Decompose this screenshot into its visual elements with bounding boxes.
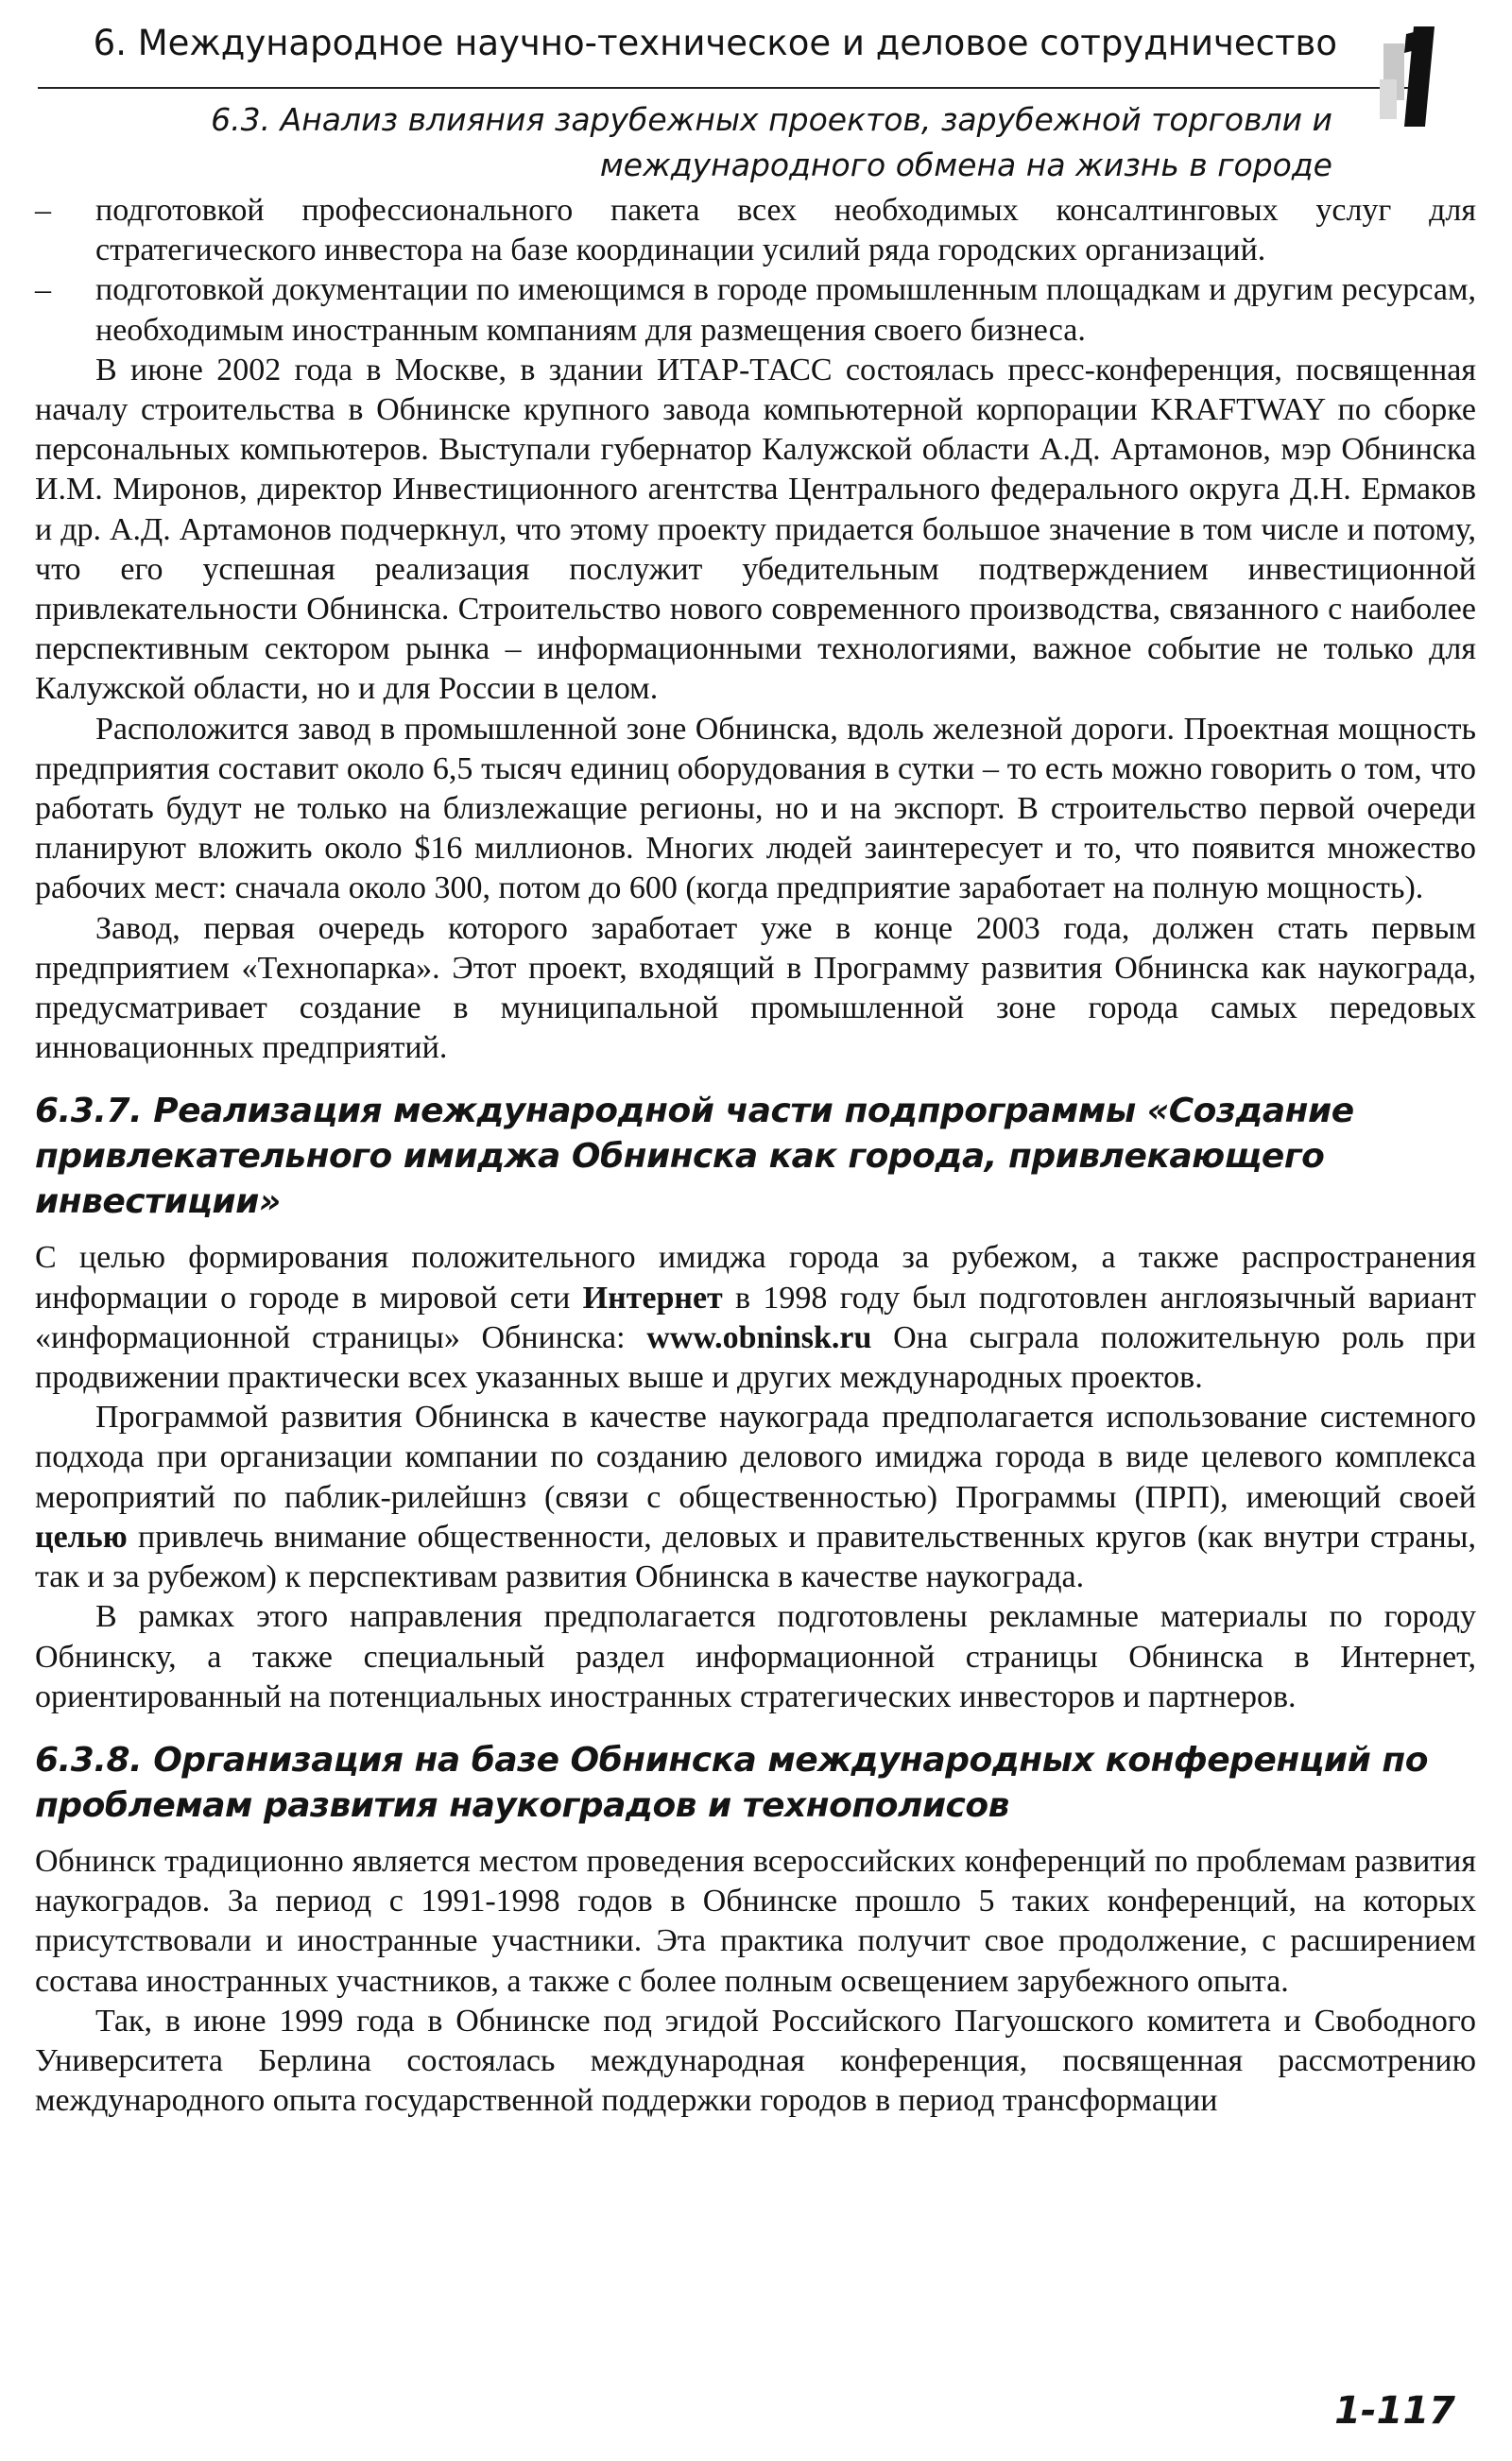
page-body [35,191,1476,2121]
paragraph: Обнинск традиционно является местом проведения всероссийских конференций по проблемам развития наукоградов. За период с 1991-1998 годов в Обнинске прошло 5 таких конференций, на которых присутствовали и иностранные участники. Эта практика получит свое продолжение, с расширением состава иностранных участников, а также с более полным освещением зарубежного опыта. [35,1843,1476,1999]
text-run: Программой развития Обнинска в качестве наукограда предполагается использование системного подхода при организации компании по созданию делового имиджа города в виде целевого комплекса мероприятий по паблик-рилейшнз (связи с общественностью) Программы (ПРП), имеющий своей [35,1400,1476,1515]
paragraph: Расположится завод в промышленной зоне Обнинска, вдоль железной дороги. Проектная мощность предприятия составит около 6,5 тысяч единиц оборудования в сутки – то есть можно говорить о том, что работать будут не только на близлежащие регионы, но и на экспорт. В строительство первой очереди планируют вложить около $16 миллионов. Многих людей заинтересует и то, что появится множество рабочих мест: сначала около 300, потом до 600 (когда предприятие заработает на полную мощность). [35,711,1476,906]
bullet-item [35,270,1476,350]
section-title [211,97,1332,188]
bullet-text: подготовкой документации по имеющимся в городе промышленным площадкам и другим ресурсам, необходимым иностранным компаниям для размещения своего бизнеса. [95,272,1476,348]
paragraph: В рамках этого направления предполагается подготовлены рекламные материалы по городу Обнинску, а также специальный раздел информационной страницы Обнинска в Интернет, ориентированный на потенциальных иностранных стратегических инвесторов и партнеров. [35,1599,1476,1714]
bold-term: Интернет [582,1280,723,1316]
paragraph: В июне 2002 года в Москве, в здании ИТАР-ТАСС состоялась пресс-конференция, посвященная началу строительства в Обнинске крупного завода компьютерной корпорации KRAFTWAY по сборке персональных компьютеров. Выступали губернатор Калужской области А.Д. Артамонов, мэр Обнинска И.М. Миронов, директор Инвестиционного агентства Центрального федерального округа Д.Н. Ермаков и др. А.Д. Артамонов подчеркнул, что этому проекту придается большое значение в том числе и потому, что его успешная реализация послужит убедительным подтверждением инвестиционной привлекательности Обнинска. Строительство нового современного производства, связанного с наиболее перспективным сектором рынка – информационными технологиями, важное событие не только для Калужской области, но и для России в целом. [35,352,1476,707]
text-run: Она сыграла положительную роль при продвижении практически всех указанных выше и других международных проектов. [35,1319,1476,1396]
paragraph: Завод, первая очередь которого заработает уже в конце 2003 года, должен стать первым предприятием «Технопарка». Этот проект, входящий в Программу развития Обнинска как наукограда, предусматривает создание в муниципальной промышленной зоне города самых передовых инновационных предприятий. [35,910,1476,1066]
section-title-line-1: 6.3. Анализ влияния зарубежных проектов, зарубежной торговли и [211,101,1332,138]
paragraph [35,1398,1476,1597]
section-heading-6-3-8: 6.3.8. Организация на базе Обнинска международных конференций по проблемам развития наукоградов и технополисов [35,1740,1428,1825]
page-number: 1-117 [1334,2389,1455,2433]
bullet-item [35,191,1476,270]
bold-term: целью [35,1519,128,1555]
bullet-dash: – [35,272,51,308]
chapter-mark-icon [1378,21,1444,132]
text-run: привлечь внимание общественности, деловых и правительственных кругов (как внутри страны, так и за рубежом) к перспективам развития Обнинска в качестве наукограда. [35,1519,1476,1595]
section-heading-6-3-7: 6.3.7. Реализация международной части подпрограммы «Создание привлекательного имиджа Обнинска как города, привлекающего инвестиции» [35,1092,1354,1222]
text-run: С целью формирования положительного имиджа города за рубежом, а также распространения информации о городе в мировой сети [35,1240,1476,1316]
paragraph: Так, в июне 1999 года в Обнинске под эгидой Российского Пагуошского комитета и Свободного Университета Берлина состоялась международная конференция, посвященная рассмотрению международного опыта государственной поддержки городов в период трансформации [35,2003,1476,2119]
text-run: в 1998 году был подготовлен англоязычный вариант «информационной страницы» Обнинска: [35,1280,1476,1355]
header-rule [38,87,1427,89]
bullet-dash: – [35,193,51,228]
bullet-text: подготовкой профессионального пакета всех необходимых консалтинговых услуг для стратегического инвестора на базе координации усилий ряда городских организаций. [95,193,1476,268]
website-url: www.obninsk.ru [646,1319,872,1355]
running-header [38,17,1493,183]
paragraph [35,1238,1476,1398]
chapter-title: 6. Международное научно-техническое и деловое сотрудничество [93,23,1337,63]
section-title-line-2: международного обмена на жизнь в городе [599,146,1332,183]
